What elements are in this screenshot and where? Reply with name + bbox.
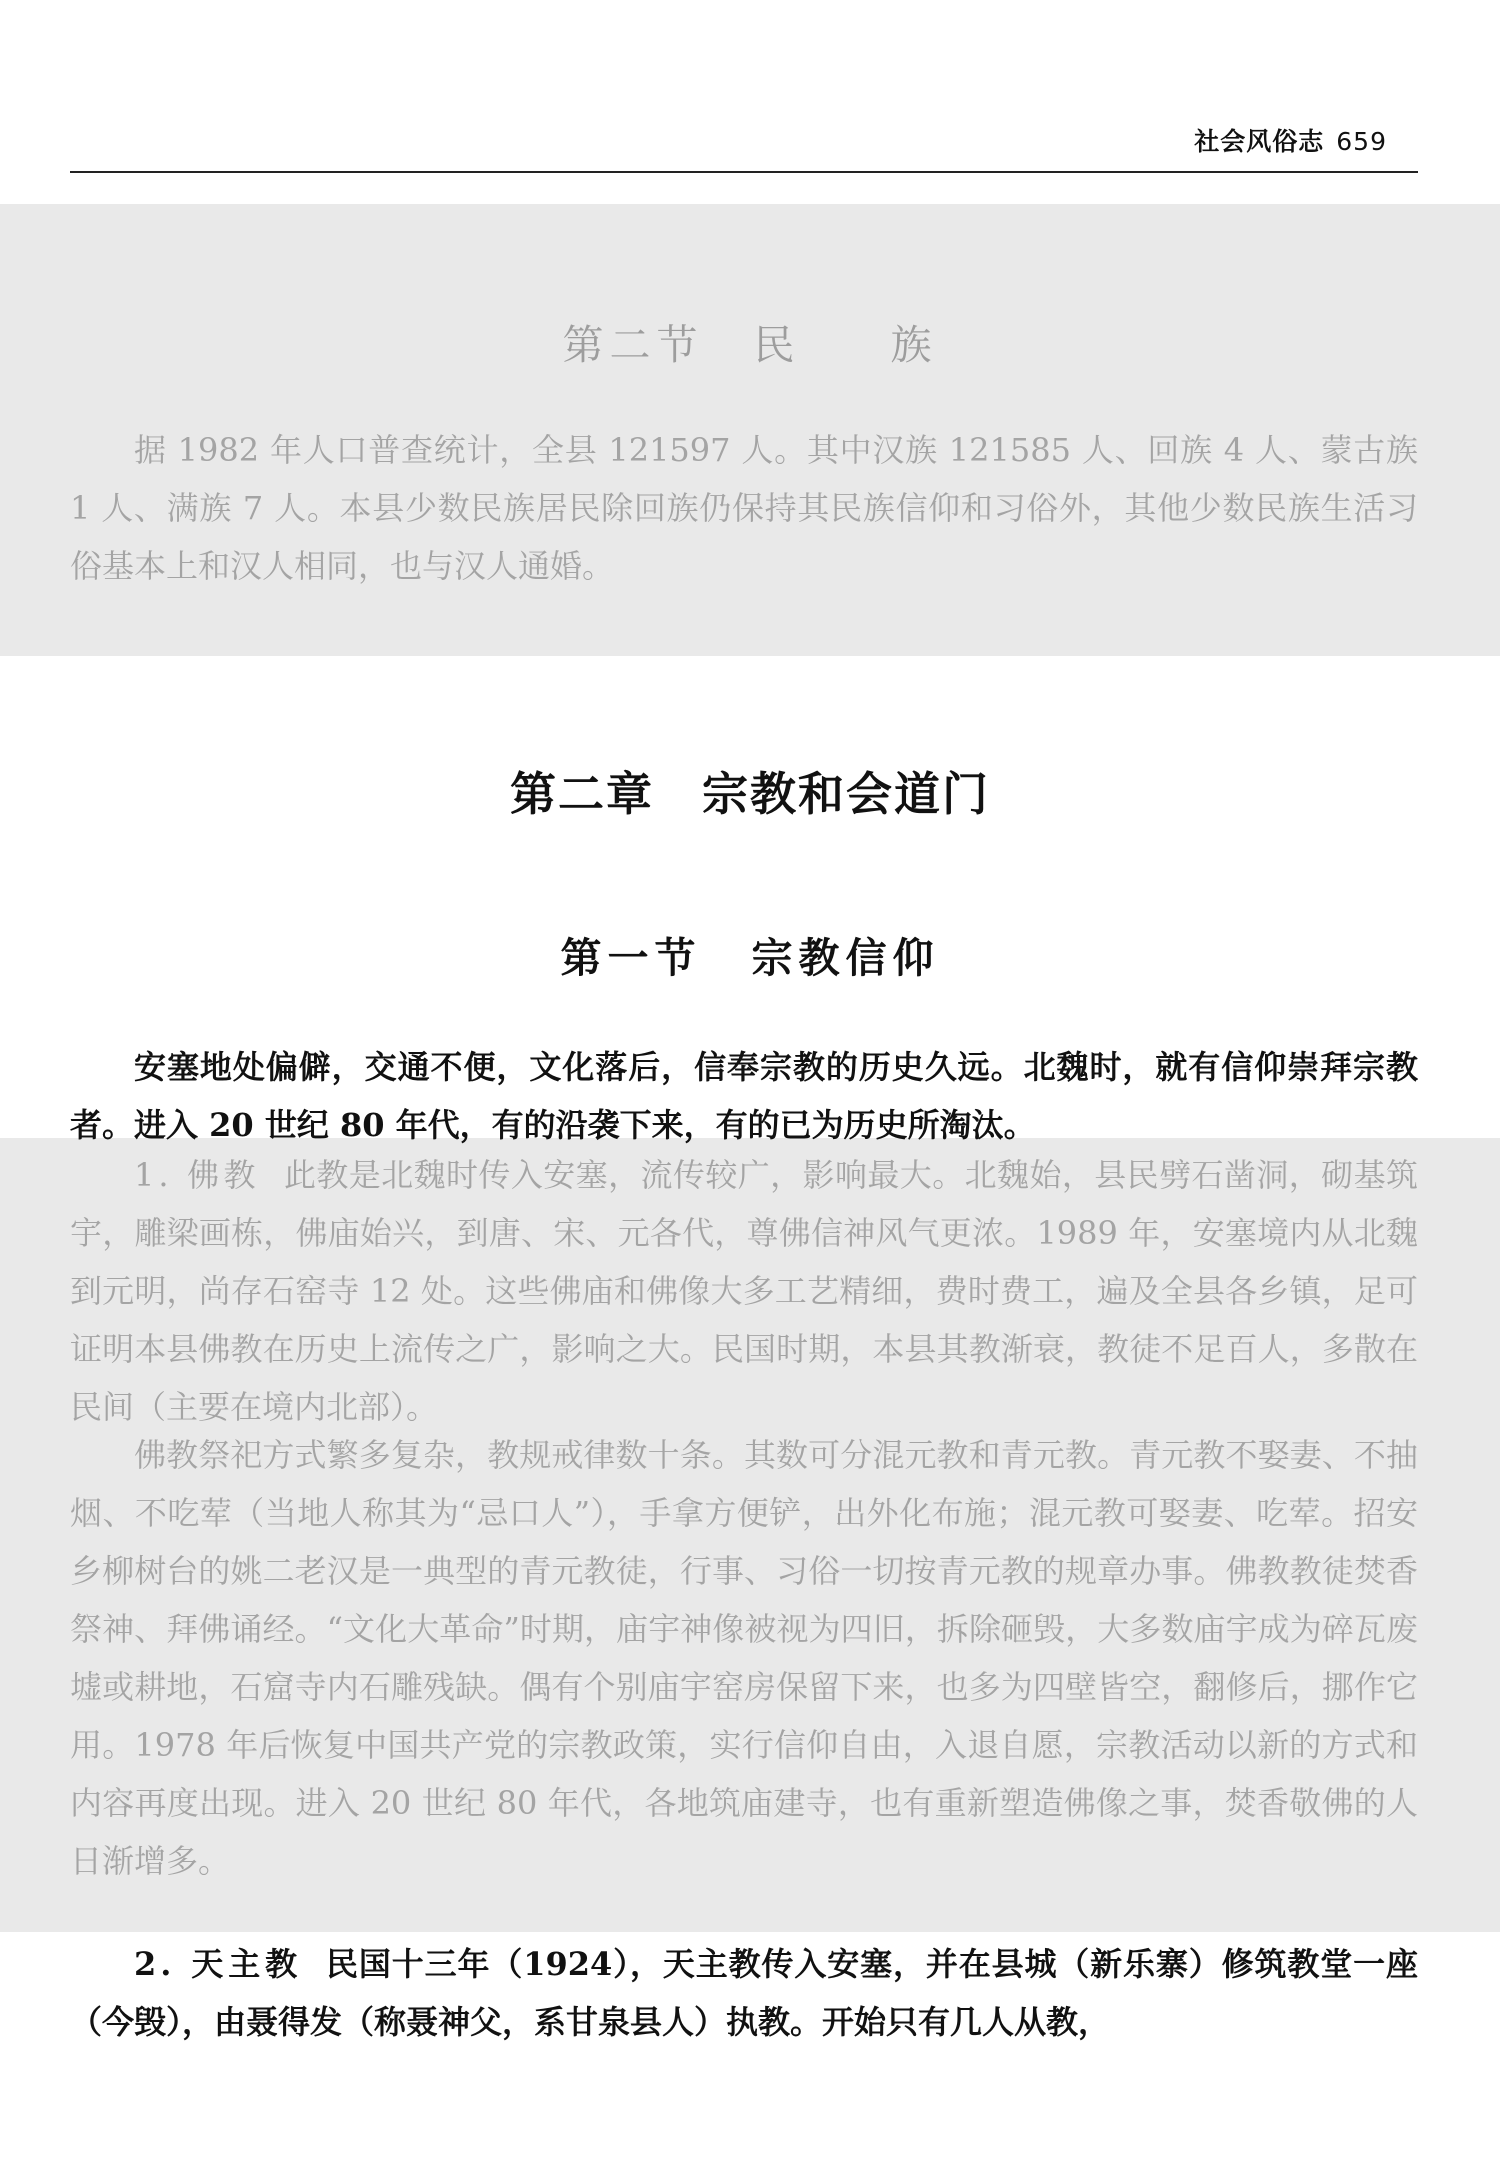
term-catholic: 2. 天主教 [134,1945,303,1983]
chapter-title: 第二章 宗教和会道门 [510,767,990,821]
section-number: 第一节 [560,934,702,982]
term-buddhism: 1. 佛教 [134,1156,260,1194]
paragraph-catholic [70,1935,1418,2051]
paragraph-intro: 安塞地处偏僻，交通不便，文化落后，信奉宗教的历史久远。北魏时，就有信仰崇拜宗教者。进入 20 世纪 80 年代，有的沿袭下来，有的已为历史所淘汰。 [70,1048,1418,1144]
running-title: 社会风俗志 [1194,127,1325,156]
paragraph-buddhism-2: 佛教祭祀方式繁多复杂，教规戒律数十条。其数可分混元教和青元教。青元教不娶妻、不抽烟、不吃荤（当地人称其为“忌口人”），手拿方便铲，出外化布施；混元教可娶妻、吃荤。招安乡柳树台的姚二老汉是一典型的青元教徒，行事、习俗一切按青元教的规章办事。佛教教徒焚香祭神、拜佛诵经。“文化大革命”时期，庙宇神像被视为四旧，拆除砸毁，大多数庙宇成为碎瓦废墟或耕地，石窟寺内石雕残缺。偶有个别庙宇窑房保留下来，也多为四壁皆空，翻修后，挪作它用。1978 年后恢复中国共产党的宗教政策，实行信仰自由，入退自愿，宗教活动以新的方式和内容再度出现。进入 20 世纪 80 年代，各地筑庙建寺，也有重新塑造佛像之事，焚香敬佛的人日渐增多。 [70,1436,1418,1880]
section-name: 宗教信仰 [751,934,940,982]
section-title-minzu [0,312,1500,371]
header-rule [70,171,1418,173]
paragraph-text: 此教是北魏时传入安塞，流传较广，影响最大。北魏始，县民劈石凿洞，砌基筑宇，雕梁画栋，佛庙始兴，到唐、宋、元各代，尊佛信神风气更浓。1989 年，安塞境内从北魏到元明，尚存石窑寺 12 处。这些佛庙和佛像大多工艺精细，费时费工，遍及全县各乡镇，足可证明本县佛教在历史上流传之广，影响之大。民国时期，本县其教渐衰，教徒不足百人，多散在民间（主要在境内北部）。 [70,1156,1418,1426]
section-name-part1: 民 [753,321,801,369]
section-title-religion [0,925,1500,984]
paragraph-text: 民国十三年（1924），天主教传入安塞，并在县城（新乐寨）修筑教堂一座（今毁），由聂得发（称聂神父，系甘泉县人）执教。开始只有几人从教， [70,1945,1418,2041]
section-number: 第二节 [562,321,704,369]
paragraph-minzu: 据 1982 年人口普查统计，全县 121597 人。其中汉族 121585 人、回族 4 人、蒙古族 1 人、满族 7 人。本县少数民族居民除回族仍保持其民族信仰和习俗外，其他少数民族生活习俗基本上和汉人相同，也与汉人通婚。 [70,431,1418,585]
running-header [1194,122,1387,158]
section-name-part2: 族 [890,321,938,369]
page-number: 659 [1336,127,1387,156]
paragraph-buddhism-1 [70,1146,1418,1436]
